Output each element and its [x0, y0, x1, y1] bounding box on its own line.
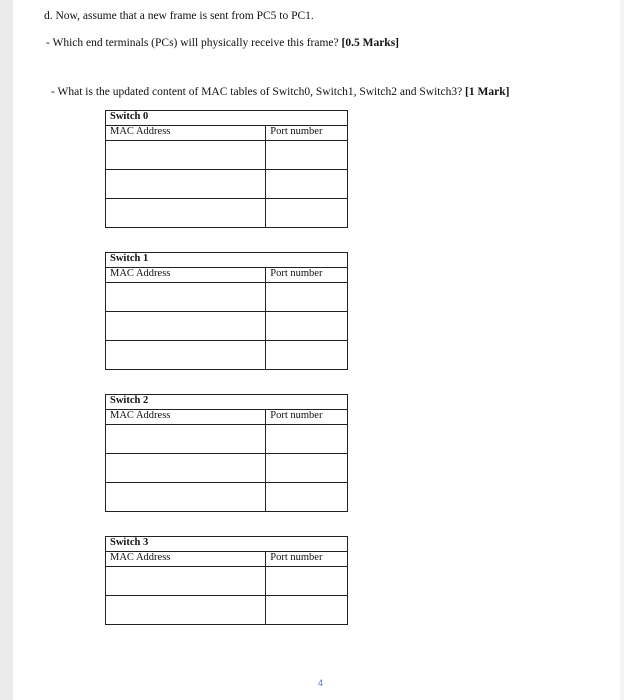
- cell-port[interactable]: [266, 199, 348, 228]
- cell-port[interactable]: [266, 312, 348, 341]
- cell-port[interactable]: [266, 170, 348, 199]
- cell-mac[interactable]: [106, 341, 266, 370]
- cell-port[interactable]: [266, 341, 348, 370]
- cell-mac[interactable]: [106, 596, 266, 625]
- cell-port[interactable]: [266, 141, 348, 170]
- col-header-port: Port number: [266, 552, 348, 567]
- question-d: d. Now, assume that a new frame is sent from PC5 to PC1.: [44, 10, 314, 22]
- cell-mac[interactable]: [106, 199, 266, 228]
- col-header-mac: MAC Address: [106, 268, 266, 283]
- col-header-port: Port number: [266, 268, 348, 283]
- cell-port[interactable]: [266, 483, 348, 512]
- page-margin-right: [620, 0, 624, 700]
- question-receivers-marks: [0.5 Marks]: [341, 37, 400, 49]
- table-title: Switch 0: [106, 111, 348, 126]
- col-header-mac: MAC Address: [106, 126, 266, 141]
- cell-port[interactable]: [266, 596, 348, 625]
- table-title: Switch 2: [106, 395, 348, 410]
- mac-table-switch3: [105, 536, 348, 625]
- col-header-mac: MAC Address: [106, 410, 266, 425]
- cell-mac[interactable]: [106, 312, 266, 341]
- cell-mac[interactable]: [106, 141, 266, 170]
- cell-port[interactable]: [266, 567, 348, 596]
- cell-mac[interactable]: [106, 454, 266, 483]
- col-header-port: Port number: [266, 126, 348, 141]
- col-header-mac: MAC Address: [106, 552, 266, 567]
- page-number: 4: [318, 678, 324, 688]
- question-receivers: [46, 36, 399, 50]
- cell-mac[interactable]: [106, 170, 266, 199]
- table-title: Switch 3: [106, 537, 348, 552]
- cell-mac[interactable]: [106, 425, 266, 454]
- cell-port[interactable]: [266, 425, 348, 454]
- cell-port[interactable]: [266, 283, 348, 312]
- table-title: Switch 1: [106, 253, 348, 268]
- page-margin-left: [0, 0, 13, 700]
- question-mac-tables-text: - What is the updated content of MAC tables of Switch0, Switch1, Switch2 and Switch3?: [51, 86, 466, 98]
- cell-mac[interactable]: [106, 567, 266, 596]
- mac-table-switch2: [105, 394, 348, 512]
- mac-table-switch1: [105, 252, 348, 370]
- question-mac-tables: [51, 85, 509, 99]
- cell-mac[interactable]: [106, 283, 266, 312]
- question-receivers-text: - Which end terminals (PCs) will physically receive this frame?: [46, 37, 342, 49]
- cell-mac[interactable]: [106, 483, 266, 512]
- cell-port[interactable]: [266, 454, 348, 483]
- col-header-port: Port number: [266, 410, 348, 425]
- question-mac-tables-marks: [1 Mark]: [465, 86, 510, 98]
- mac-table-switch0: [105, 110, 348, 228]
